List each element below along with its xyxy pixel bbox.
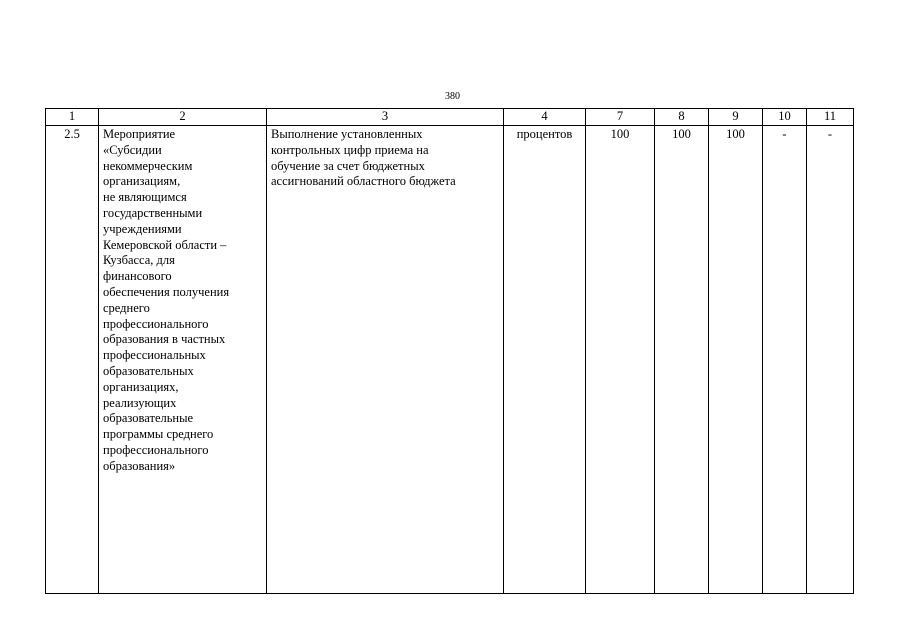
header-cell-9: 9: [709, 109, 763, 126]
unit-value: процентов: [516, 127, 573, 141]
value-cell-8: [655, 126, 709, 594]
page-number: 380: [445, 91, 460, 102]
row-number-cell: [46, 126, 99, 594]
value-cell-9: [709, 126, 763, 594]
value-8: 100: [672, 127, 691, 141]
row-number: 2.5: [64, 127, 80, 141]
unit-cell: [504, 126, 586, 594]
header-cell-3: 3: [267, 109, 504, 126]
indicator-cell: [267, 126, 504, 594]
table-row: [46, 126, 854, 594]
table-header-row: [46, 109, 854, 126]
header-cell-7: 7: [586, 109, 655, 126]
value-cell-10: [763, 126, 807, 594]
value-7: 100: [610, 127, 630, 141]
header-cell-11: 11: [807, 109, 854, 126]
value-cell-11: [807, 126, 854, 594]
header-cell-10: 10: [763, 109, 807, 126]
header-cell-8: 8: [655, 109, 709, 126]
event-cell: [99, 126, 267, 594]
value-cell-7: [586, 126, 655, 594]
event-description: Мероприятие «Субсидии некоммерческим организациям, не являющимся государственными учреждениями Кемеровской области – Кузбасса, для финансового обеспечения получения среднего профессионального образования в частных профессиональных образовательных организациях, реализующих образовательные программы среднего профессионального образования»: [103, 127, 230, 473]
value-10: -: [782, 127, 787, 141]
header-cell-1: 1: [46, 109, 99, 126]
value-9: 100: [726, 127, 745, 141]
value-11: -: [827, 127, 833, 141]
indicators-table: [45, 108, 854, 594]
header-cell-4: 4: [504, 109, 586, 126]
indicator-description: Выполнение установленных контрольных цифр приема на обучение за счет бюджетных ассигнований областного бюджета: [271, 127, 456, 189]
header-cell-2: 2: [99, 109, 267, 126]
